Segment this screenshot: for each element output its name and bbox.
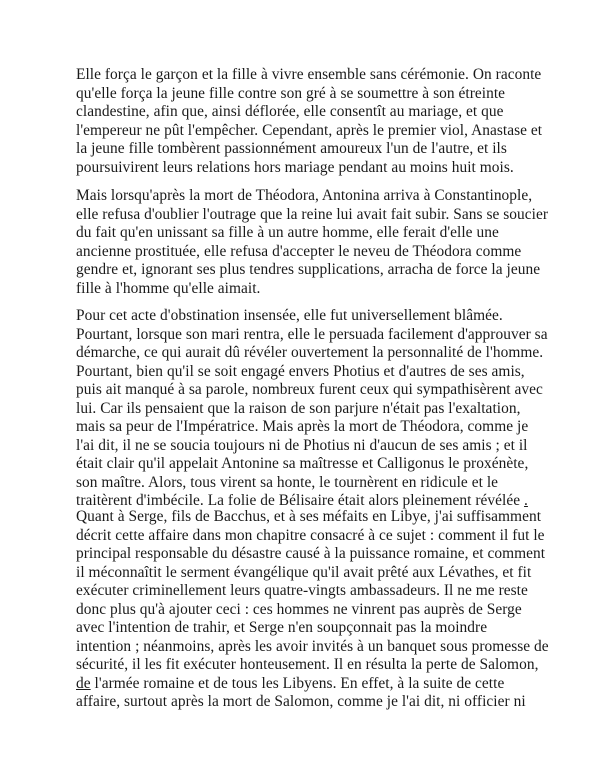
paragraph-3 (76, 307, 546, 511)
text-line: Pour cet acte d'obstination insensée, elle fut universellement blâmée. (76, 307, 503, 324)
text-line: Quant à Serge, fils de Bacchus, et à ses méfaits en Libye, j'ai suffisamment (76, 508, 542, 525)
paragraph-2 (76, 187, 549, 298)
text-line: qu'elle força la jeune fille contre son gré à se soumettre à son étreinte (76, 84, 506, 102)
text-line: il méconnaîtit le serment évangélique qu'il avait prêté aux Lévathes, et fit (76, 563, 532, 581)
text-line: l'empereur ne pût l'empêcher. Cependant, après le premier viol, Anastase et (76, 121, 543, 139)
text-line: Pourtant, bien qu'il se soit engagé envers Photius et d'autres de ses amis, (76, 362, 525, 380)
text-line: elle refusa d'oublier l'outrage que la reine lui avait fait subir. Sans se soucier (76, 205, 549, 223)
underlined-word: de (76, 674, 91, 692)
text-line: son maître. Alors, tous virent sa honte, le tournèrent en ridicule et le (76, 473, 499, 491)
text-line: démarche, ce qui aurait dû révéler ouvertement la personnalité de l'homme. (76, 344, 544, 361)
text-line: Elle força le garçon et la fille à vivre ensemble sans cérémonie. On raconte (76, 66, 542, 83)
paragraph-1 (76, 66, 546, 177)
text-line: avec l'intention de trahir, et Serge n'en soupçonnait pas la moindre (76, 619, 488, 636)
text-line: principal responsable du désastre causé à la puissance romaine, et comment (76, 545, 546, 562)
text-line: décrit cette affaire dans mon chapitre consacré à ce sujet : comment il fut le (76, 526, 545, 544)
text-line: intention ; néanmoins, après les avoir invités à un banquet sous promesse de (76, 637, 549, 655)
text-line: exécuter criminellement leurs quatre-vingts ambassadeurs. Il ne me reste (76, 582, 528, 599)
trailing-mark: . (524, 492, 528, 509)
text-line-content: l'armée romaine et de tous les Libyens. En effet, à la suite de cette (94, 674, 505, 692)
text-line: sécurité, il les fit exécuter honteusement. Il en résulta la perte de Salomon, (76, 656, 539, 673)
text-line: poursuivirent leurs relations hors mariage pendant au moins huit mois. (76, 158, 514, 176)
text-line: était clair qu'il appelait Antonine sa maîtresse et Calligonus le proxénète, (76, 455, 529, 472)
text-line-content: traitèrent d'imbécile. La folie de Bélisaire était alors pleinement révélée (76, 492, 521, 509)
text-line: Pourtant, lorsque son mari rentra, elle le persuada facilement d'approuver sa (76, 325, 548, 343)
text-line: lui. Car ils pensaient que la raison de son parjure n'était pas l'exaltation, (76, 399, 521, 417)
text-line: du fait qu'en unissant sa fille à un autre homme, elle ferait d'elle une (76, 224, 499, 241)
text-line: mais sa peur de l'Impératrice. Mais après la mort de Théodora, comme je (76, 418, 529, 435)
text-line: la jeune fille tombèrent passionnément amoureux l'un de l'autre, et ils (76, 140, 507, 157)
text-line (76, 675, 546, 694)
text-line: donc plus qu'à ajouter ceci : ces hommes ne vinrent pas auprès de Serge (76, 600, 522, 618)
text-line: fille à l'homme qu'elle aimait. (76, 279, 261, 297)
text-line: gendre et, ignorant ses plus tendres supplications, arracha de force la jeune (76, 261, 541, 278)
text-line: puis ait manqué à sa parole, nombreux furent ceux qui sympathisèrent avec (76, 381, 543, 398)
text-line: clandestine, afin que, ainsi déflorée, elle consentît au mariage, et que (76, 103, 504, 120)
text-line: Mais lorsqu'après la mort de Théodora, Antonina arriva à Constantinople, (76, 187, 533, 204)
text-line: ancienne prostituée, elle refusa d'accepter le neveu de Théodora comme (76, 242, 522, 260)
text-line: l'ai dit, il ne se soucia toujours ni de Photius ni d'aucun de ses amis ; et il (76, 436, 528, 454)
text-line: affaire, surtout après la mort de Salomon, comme je l'ai dit, ni officier ni (76, 693, 526, 710)
paragraph-4 (76, 508, 549, 712)
